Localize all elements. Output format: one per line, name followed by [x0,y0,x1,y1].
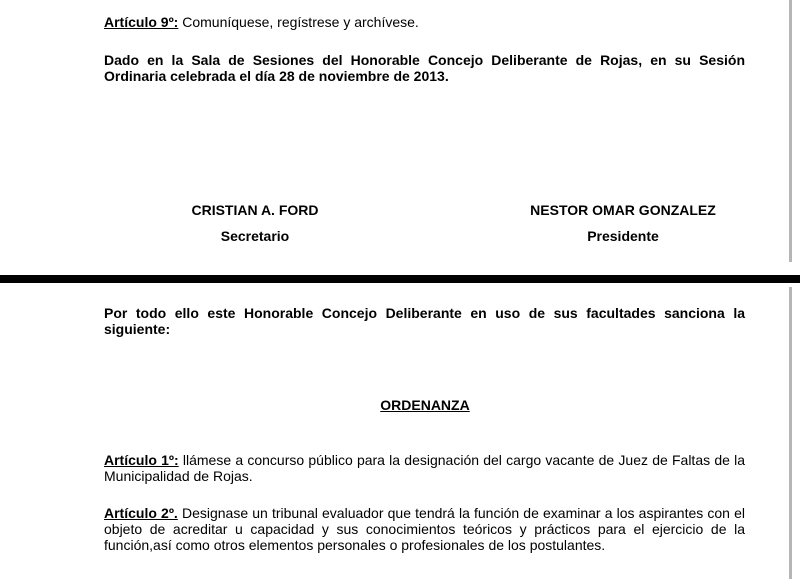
articulo-9-label: Artículo 9º: [104,14,179,30]
dado-en-paragraph: Dado en la Sala de Sesiones del Honorable Concejo Deliberante de Rojas, en su Sesión Ordinaria celebrada el día 28 de noviembre de 2013. [104,52,745,84]
articulo-1-label: Artículo 1º: [104,452,179,468]
document-page-top [0,0,785,262]
ordenanza-heading: ORDENANZA [380,397,470,413]
signatory-role-presidente: Presidente [587,228,659,244]
articulo-1 [104,452,745,484]
articulo-9-text: Comuníquese, regístrese y archívese. [178,14,419,30]
page-separator [0,275,800,283]
articulo-1-text: llámese a concurso público para la designación del cargo vacante de Juez de Faltas de la Municipalidad de Rojas. [104,452,745,484]
articulo-2 [104,505,745,553]
intro-paragraph: Por todo ello este Honorable Concejo Deliberante en uso de sus facultades sanciona la siguiente: [104,305,745,337]
signatory-name-secretario: CRISTIAN A. FORD [191,202,319,218]
articulo-2-text: Designase un tribunal evaluador que tendrá la función de examinar a los aspirantes con el objeto de acreditar u capacidad y sus conocimientos teóricos y prácticos para el ejercicio de la función,así como otros elementos personales o profesionales de los postulantes. [104,505,745,553]
articulo-9 [104,14,745,30]
articulo-2-label: Artículo 2º. [104,505,178,521]
signatory-role-secretario: Secretario [220,228,290,244]
signatory-name-presidente: NESTOR OMAR GONZALEZ [530,202,716,218]
page-edge-bottom [789,287,792,579]
page-edge-top [789,0,792,262]
